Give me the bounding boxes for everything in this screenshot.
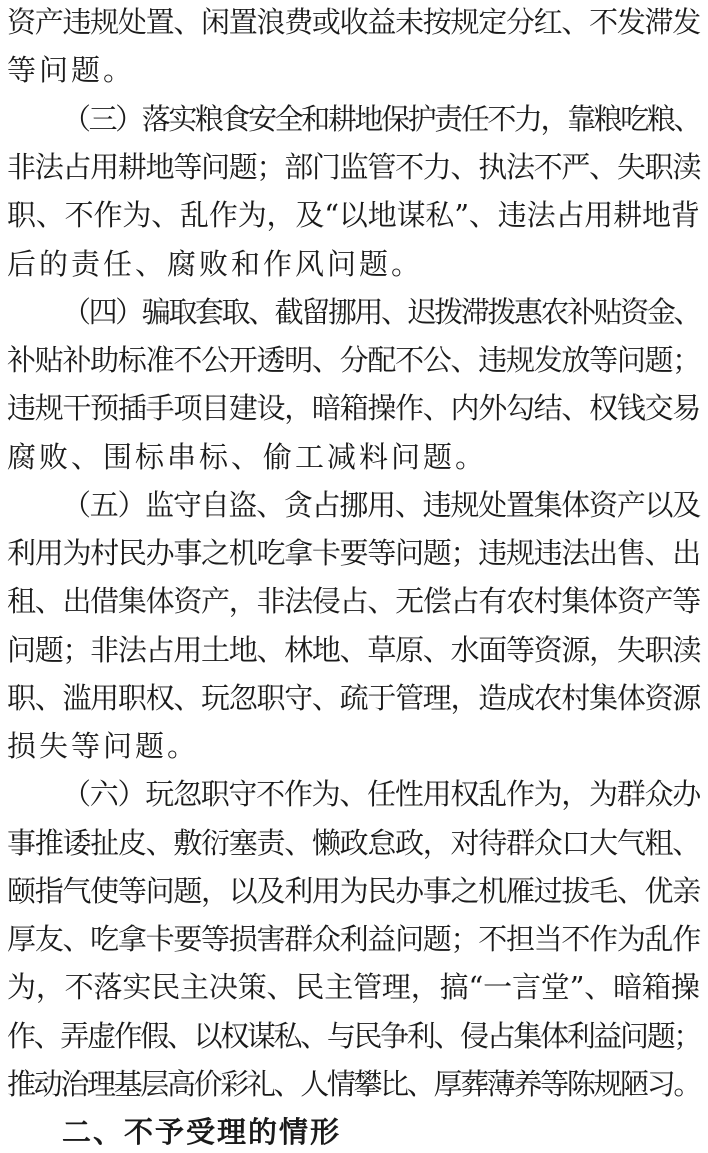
text-line: 资产违规处置、闲置浪费或收益未按规定分红、不发滞发 (7, 5, 701, 39)
text-line: 推动治理基层高价彩礼、人情攀比、厚葬薄养等陈规陋习。 (7, 1067, 701, 1101)
text-line: 补贴补助标准不公开透明、分配不公、违规发放等问题； (7, 343, 701, 377)
text-line: 腐败、围标串标、偷工减料问题。 (7, 440, 488, 474)
paragraph-3-first-line: （三）落实粮食安全和耕地保护责任不力，靠粮吃粮、 (62, 102, 701, 136)
text-line: 职、滥用职权、玩忽职守、疏于管理，造成农村集体资源 (7, 681, 701, 715)
paragraph-5-first-line: （五）监守自盗、贪占挪用、违规处置集体资产以及 (62, 488, 701, 522)
text-line: 利用为村民办事之机吃拿卡要等问题；违规违法出售、出 (7, 536, 701, 570)
text-line: 租、出借集体资产，非法侵占、无偿占有农村集体资产等 (7, 584, 701, 618)
text-line: 损失等问题。 (7, 729, 200, 763)
paragraph-4-first-line: （四）骗取套取、截留挪用、迟拨滞拨惠农补贴资金、 (62, 295, 701, 329)
paragraph-6-first-line: （六）玩忽职守不作为、任性用权乱作为，为群众办 (62, 777, 701, 811)
text-line: 作、弄虚作假、以权谋私、与民争利、侵占集体利益问题； (7, 1019, 701, 1053)
text-line: 厚友、吃拿卡要等损害群众利益问题；不担当不作为乱作 (7, 922, 701, 956)
text-line: 职、不作为、乱作为，及“以地谋私”、违法占用耕地背 (7, 198, 700, 232)
text-line: 违规干预插手项目建设，暗箱操作、内外勾结、权钱交易 (7, 391, 701, 425)
section-heading: 二、不予受理的情形 (62, 1115, 342, 1149)
text-line: 后的责任、腐败和作风问题。 (7, 247, 424, 281)
text-line: 为，不落实民主决策、民主管理，搞“一言堂”、暗箱操 (7, 970, 700, 1004)
text-line: 非法占用耕地等问题；部门监管不力、执法不严、失职渎 (7, 150, 701, 184)
text-line: 颐指气使等问题，以及利用为民办事之机雁过拔毛、优亲 (7, 874, 701, 908)
text-line: 等问题。 (7, 53, 136, 87)
text-line: 事推诿扯皮、敷衍塞责、懒政怠政，对待群众口大气粗、 (7, 826, 701, 860)
text-line: 问题；非法占用土地、林地、草原、水面等资源，失职渎 (7, 633, 701, 667)
